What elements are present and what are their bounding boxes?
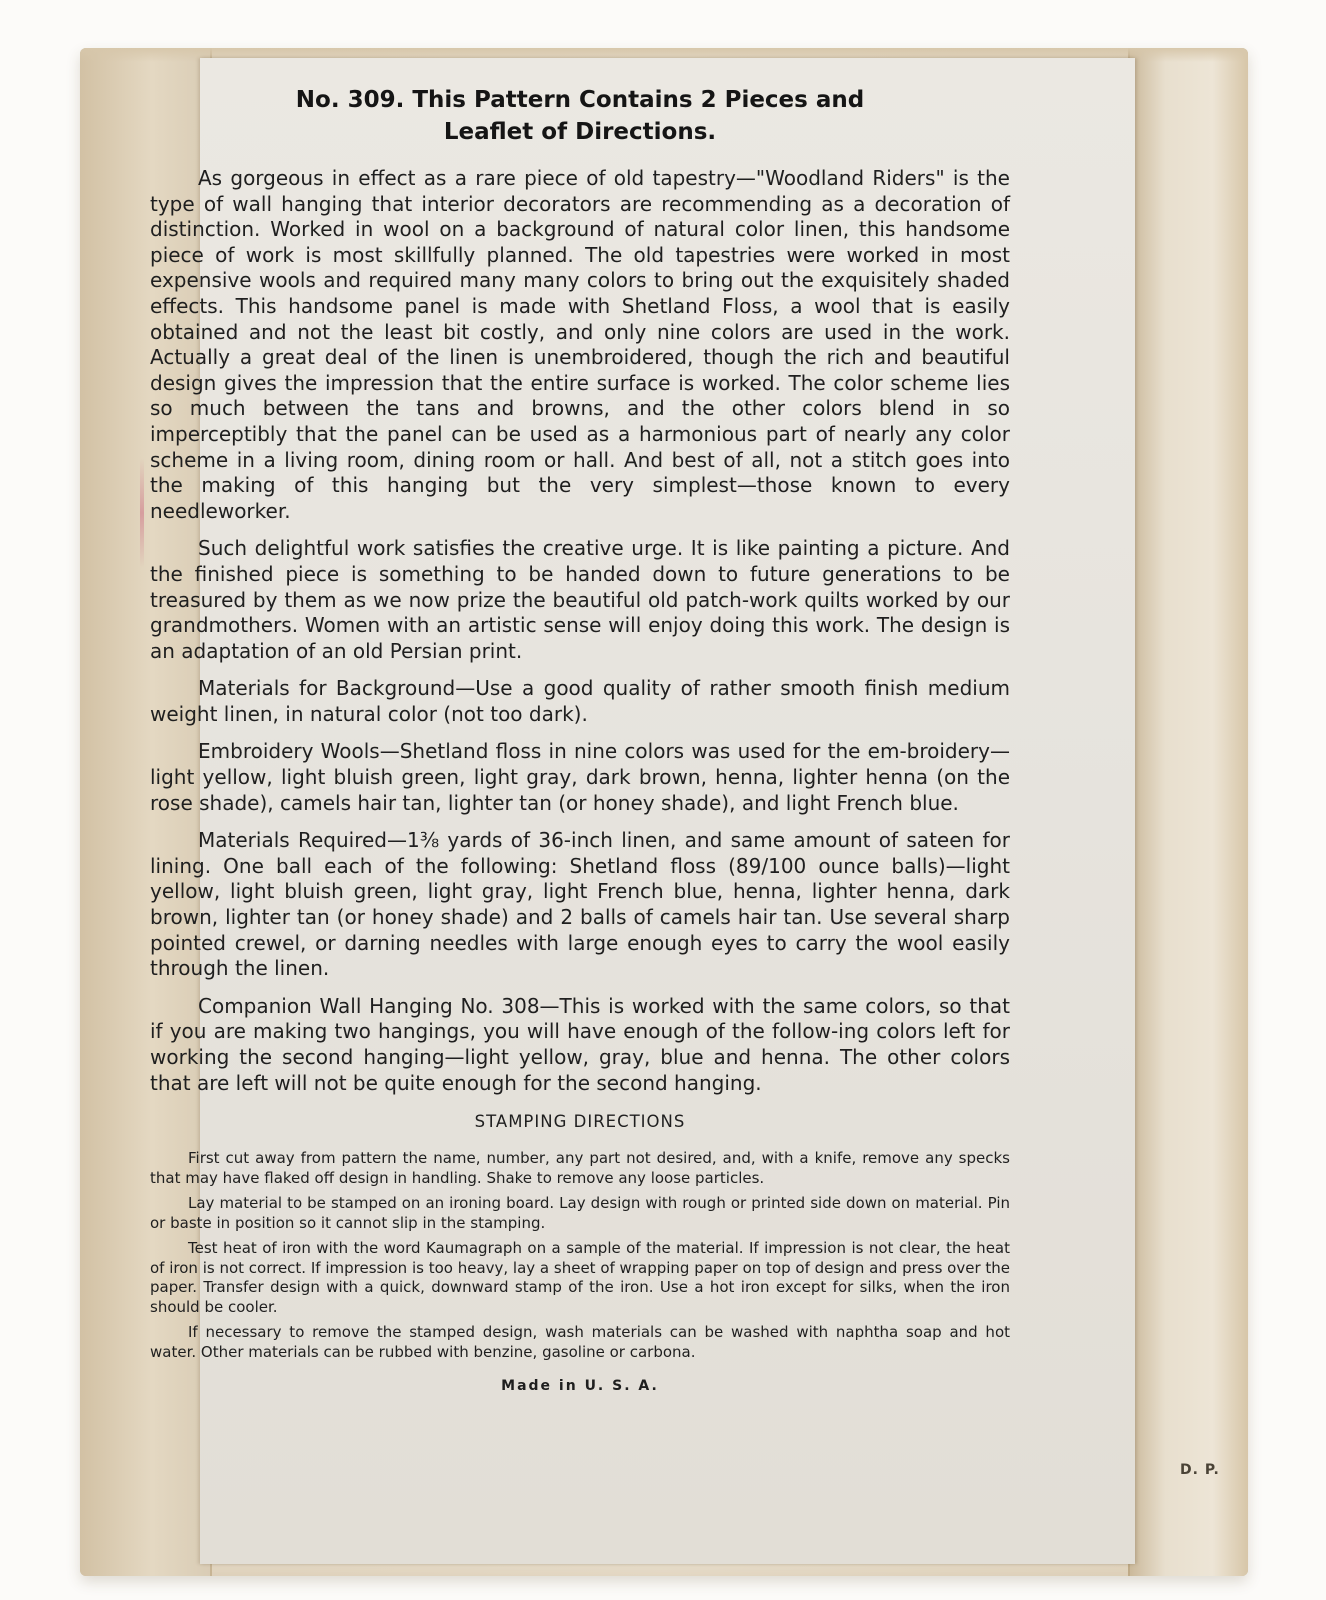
paragraph-creative-urge: Such delightful work satisfies the creative urge. It is like painting a picture. And the finished piece is something to be handed down to future generations to be treasured by them as we now prize the beautiful old patch-work quilts worked by our grandmothers. Women with an artistic sense will enjoy doing this work. The design is an adaptation of an old Persian print.: [150, 536, 1010, 663]
paragraph-companion-hanging: Companion Wall Hanging No. 308—This is worked with the same colors, so that if you are making two hangings, you will have enough of the follow-ing colors left for working the second hanging—light yellow, gray, blue and henna. The other colors that are left will not be quite enough for the second hanging.: [150, 993, 1010, 1095]
paragraph-background-materials: Materials for Background—Use a good quality of rather smooth finish medium weight linen, in natural color (not too dark).: [150, 676, 1010, 726]
corner-mark: D. P.: [1180, 1462, 1220, 1478]
headline-line-1: No. 309. This Pattern Contains 2 Pieces and: [295, 87, 865, 113]
paragraph-materials-required: Materials Required—1⅜ yards of 36-inch linen, and same amount of sateen for lining. One ball each of the following: Shetland floss (89/100 ounce balls)—light yellow, light bluish green, light gray, light French blue, henna, lighter henna, dark brown, lighter tan (or honey shade) and 2 balls of camels hair tan. Use several sharp pointed crewel, or darning needles with large enough eyes to carry the wool easily through the linen.: [150, 828, 1010, 981]
pattern-text: [150, 84, 1010, 1524]
stamping-step-cut: First cut away from pattern the name, number, any part not desired, and, with a knife, remove any specks that may have flaked off design in handling. Shake to remove any loose particles.: [150, 1149, 1010, 1187]
stamping-step-remove: If necessary to remove the stamped design, wash materials can be washed with naphtha soap and hot water. Other materials can be rubbed with benzine, gasoline or carbona.: [150, 1323, 1010, 1361]
headline-line-2: Leaflet of Directions.: [443, 119, 717, 145]
pattern-headline: [150, 84, 1010, 148]
made-in-usa: Made in U. S. A.: [501, 1378, 659, 1395]
stamping-directions-title: STAMPING DIRECTIONS: [474, 1112, 686, 1132]
pen-mark: [140, 458, 144, 568]
envelope-right-flap: [1128, 48, 1248, 1576]
stamping-step-lay: Lay material to be stamped on an ironing board. Lay design with rough or printed side down on material. Pin or baste in position so it cannot slip in the stamping.: [150, 1194, 1010, 1232]
stamping-step-test-heat: Test heat of iron with the word Kaumagraph on a sample of the material. If impression is not clear, the heat of iron is not correct. If impression is too heavy, lay a sheet of wrapping paper on top of design and press over the paper. Transfer design with a quick, downward stamp of the iron. Use a hot iron except for silks, when the iron should be cooler.: [150, 1239, 1010, 1316]
paragraph-embroidery-wools: Embroidery Wools—Shetland floss in nine colors was used for the em-broidery—light yellow, light bluish green, light gray, dark brown, henna, lighter henna (on the rose shade), camels hair tan, lighter tan (or honey shade), and light French blue.: [150, 739, 1010, 815]
paragraph-description: As gorgeous in effect as a rare piece of old tapestry—"Woodland Riders" is the type of wall hanging that interior decorators are recommending as a decoration of distinction. Worked in wool on a background of natural color linen, this handsome piece of work is most skillfully planned. The old tapestries were worked in most expensive wools and required many many colors to bring out the exquisitely shaded effects. This handsome panel is made with Shetland Floss, a wool that is easily obtained and not the least bit costly, and only nine colors are used in the work. Actually a great deal of the linen is unembroidered, though the rich and beautiful design gives the impression that the entire surface is worked. The color scheme lies so much between the tans and browns, and the other colors blend in so imperceptibly that the panel can be used as a harmonious part of nearly any color scheme in a living room, dining room or hall. And best of all, not a stitch goes into the making of this hanging but the very simplest—those known to every needleworker.: [150, 166, 1010, 523]
